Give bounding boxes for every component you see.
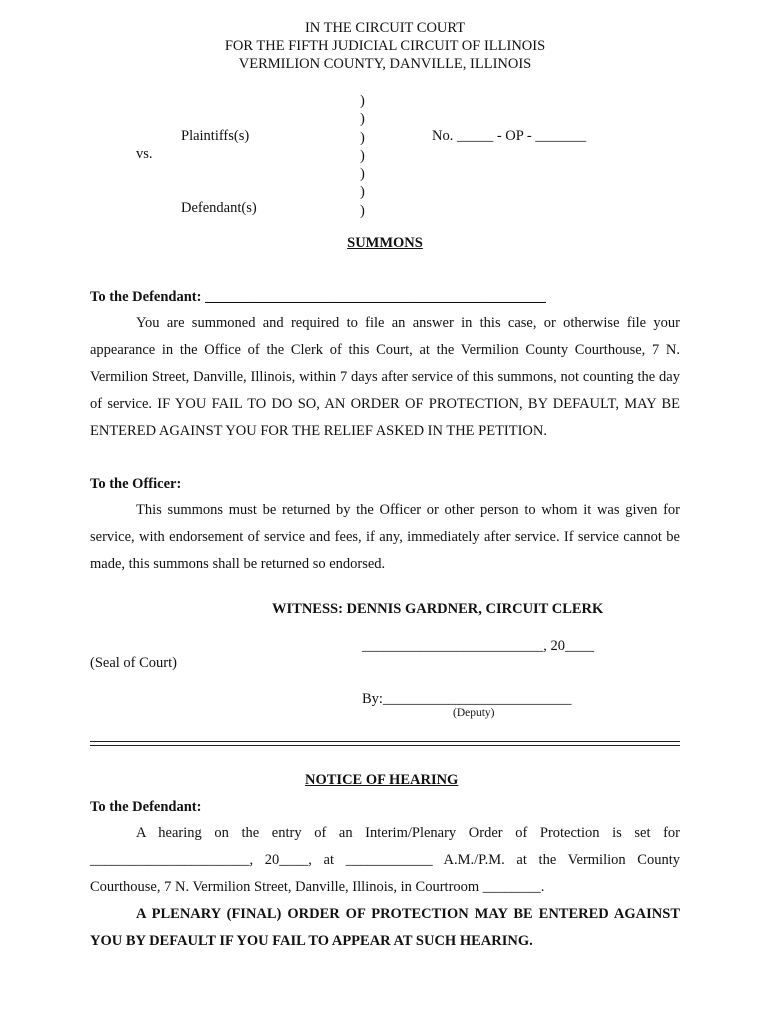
summons-to-defendant bbox=[90, 289, 546, 306]
summons-title: SUMMONS bbox=[347, 235, 423, 251]
deputy-label: (Deputy) bbox=[453, 707, 495, 719]
default-order-warning: A PLENARY (FINAL) ORDER OF PROTECTION MAY BE ENTERED AGAINST YOU BY DEFAULT IF YOU FAIL TO APPEAR AT SUCH HEARING. bbox=[90, 906, 680, 949]
summons-body: You are summoned and required to file an answer in this case, or otherwise file your appearance in the Office of the Clerk of this Court, at the Vermilion County Courthouse, 7 N. Vermilion Street, Danville, Illinois, within 7 days after service of this summons, not counting the day of service. IF YOU FAIL TO DO SO, AN ORDER OF PROTECTION, BY DEFAULT, MAY BE ENTERED AGAINST YOU FOR THE RELIEF ASKED IN THE PETITION. bbox=[90, 315, 680, 439]
caption-paren-column bbox=[360, 92, 365, 220]
officer-instructions: This summons must be returned by the Officer or other person to whom it was given for service, with endorsement of service and fees, if any, immediately after service. If service cannot be made, this summons shall be returned so endorsed. bbox=[90, 502, 680, 572]
deputy-signature-field[interactable]: By:__________________________ bbox=[362, 691, 572, 707]
to-defendant-label: To the Defendant: bbox=[90, 289, 202, 305]
caption-paren: ) bbox=[360, 111, 365, 128]
seal-of-court-label: (Seal of Court) bbox=[90, 655, 177, 671]
section-divider-bottom bbox=[90, 745, 680, 746]
caption-paren: ) bbox=[360, 202, 365, 219]
plaintiffs-label: Plaintiffs(s) bbox=[181, 128, 250, 144]
notice-of-hearing-title: NOTICE OF HEARING bbox=[305, 772, 459, 788]
section-divider-top bbox=[90, 741, 680, 742]
court-header-line-3: VERMILION COUNTY, DANVILLE, ILLINOIS bbox=[238, 56, 532, 72]
case-number-field[interactable]: No. _____ - OP - _______ bbox=[432, 128, 587, 144]
to-officer-label: To the Officer: bbox=[90, 476, 182, 492]
versus-label: vs. bbox=[136, 146, 153, 162]
caption-paren: ) bbox=[360, 129, 365, 146]
witness-date-field[interactable]: _________________________, 20____ bbox=[362, 638, 594, 654]
witness-clerk-line: WITNESS: DENNIS GARDNER, CIRCUIT CLERK bbox=[272, 601, 604, 617]
defendant-name-field[interactable]: _______________________________________________ bbox=[205, 289, 546, 305]
caption-paren: ) bbox=[360, 147, 365, 164]
defendants-label: Defendant(s) bbox=[181, 200, 257, 216]
caption-paren: ) bbox=[360, 93, 365, 109]
notice-to-defendant-label: To the Defendant: bbox=[90, 799, 202, 815]
caption-paren: ) bbox=[360, 184, 365, 201]
court-header-line-1: IN THE CIRCUIT COURT bbox=[304, 20, 466, 36]
court-header-line-2: FOR THE FIFTH JUDICIAL CIRCUIT OF ILLINOIS bbox=[224, 38, 546, 54]
hearing-notice-body: A hearing on the entry of an Interim/Plenary Order of Protection is set for ______________________, 20____, at ____________ A.M./P.M. at the Vermilion County Courthouse, 7 N. Vermilion Street, Danville, Illinois, in Courtroom ________. bbox=[90, 825, 680, 895]
caption-paren: ) bbox=[360, 166, 365, 183]
